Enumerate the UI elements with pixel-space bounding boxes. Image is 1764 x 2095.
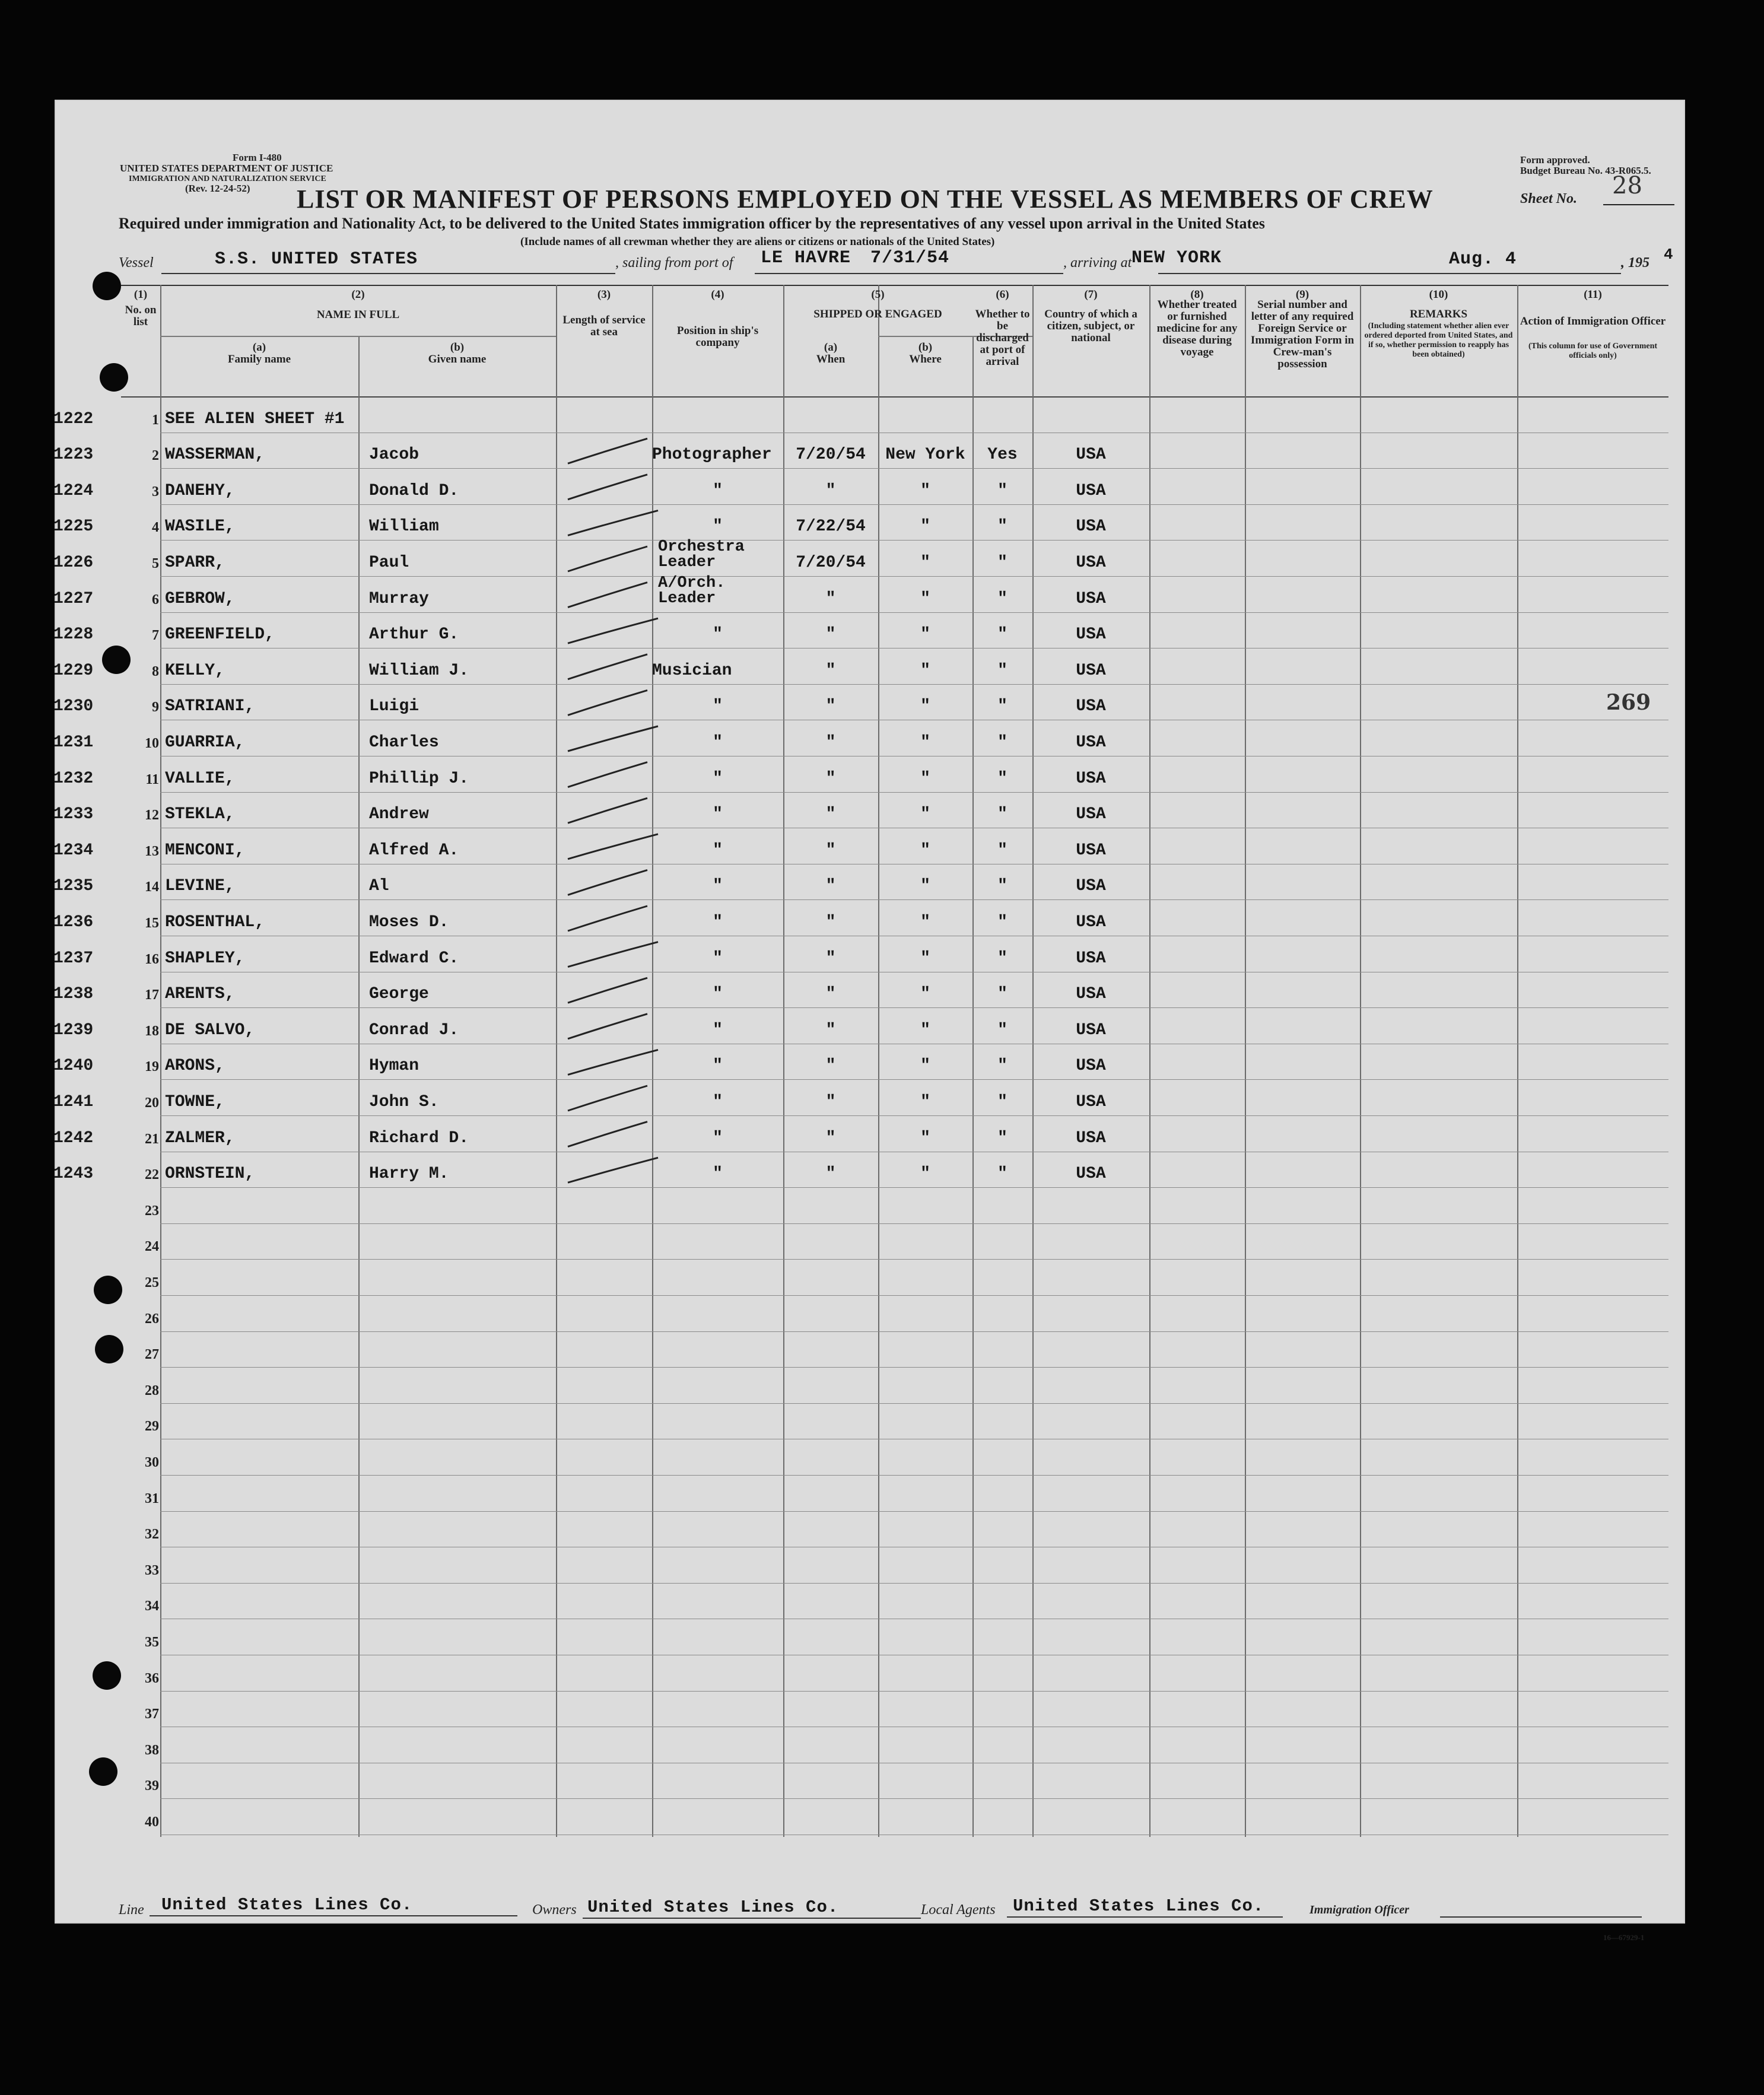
header-name-in-full-number: (2) xyxy=(351,288,365,301)
country: USA xyxy=(1076,697,1106,716)
discharged: " xyxy=(997,1021,1007,1039)
service-tick xyxy=(568,510,658,535)
crew-table xyxy=(55,100,1685,1924)
register-number: 1223 xyxy=(53,446,94,465)
discharged: " xyxy=(997,805,1007,824)
punch-hole xyxy=(89,1757,117,1786)
family-name: WASSERMAN, xyxy=(165,446,265,465)
register-number: 1233 xyxy=(53,805,94,824)
given-name: William xyxy=(369,517,439,536)
register-number: 1227 xyxy=(53,589,94,608)
discharged: " xyxy=(997,589,1007,608)
service-tick xyxy=(568,1050,658,1074)
service-tick xyxy=(568,690,647,715)
shipped-when: 7/22/54 xyxy=(796,517,866,536)
service-tick xyxy=(568,546,647,571)
register-number: 1226 xyxy=(53,554,94,572)
discharged: " xyxy=(997,1128,1007,1147)
country: USA xyxy=(1076,985,1106,1004)
position: " xyxy=(713,805,723,824)
given-name: Paul xyxy=(369,554,409,572)
position: " xyxy=(713,769,723,788)
given-name: Murray xyxy=(369,589,429,608)
service-tick xyxy=(568,1014,647,1039)
given-name: Jacob xyxy=(369,446,419,465)
position: " xyxy=(713,1128,723,1147)
shipped-when: " xyxy=(825,805,836,824)
discharged: " xyxy=(997,697,1007,716)
header-length-of-service: Length of service at sea xyxy=(562,314,646,338)
shipped-when: " xyxy=(825,625,836,644)
service-tick xyxy=(568,726,658,751)
family-name: GREENFIELD, xyxy=(165,625,275,644)
given-name: Alfred A. xyxy=(369,841,459,860)
shipped-where: " xyxy=(920,661,930,680)
line-number: 33 xyxy=(145,1562,159,1578)
arrival-port: NEW YORK xyxy=(1131,248,1222,268)
line-number: 21 xyxy=(145,1131,159,1147)
given-name: Conrad J. xyxy=(369,1021,459,1039)
register-number: 1240 xyxy=(53,1057,94,1076)
line-number: 32 xyxy=(145,1527,159,1543)
family-name: ROSENTHAL, xyxy=(165,913,265,932)
line-number: 24 xyxy=(145,1239,159,1255)
register-number: 1241 xyxy=(53,1093,94,1111)
country: USA xyxy=(1076,1021,1106,1039)
shipped-where: " xyxy=(920,697,930,716)
shipped-when: " xyxy=(825,985,836,1004)
shipped-where: " xyxy=(920,554,930,572)
line-number: 3 xyxy=(152,484,159,500)
position: " xyxy=(713,481,723,500)
line-number: 12 xyxy=(145,808,159,824)
officer-label: Immigration Officer xyxy=(1310,1903,1409,1916)
shipped-when: " xyxy=(825,913,836,932)
family-name: WASILE, xyxy=(165,517,235,536)
line-number: 36 xyxy=(145,1670,159,1686)
line-number: 39 xyxy=(145,1778,159,1794)
agents-label: Local Agents xyxy=(921,1902,996,1918)
line-number: 15 xyxy=(145,915,159,931)
position: " xyxy=(713,985,723,1004)
line-number: 5 xyxy=(152,556,159,571)
country: USA xyxy=(1076,517,1106,536)
header-discharged-number: (6) xyxy=(996,288,1009,301)
family-name: ARONS, xyxy=(165,1057,225,1076)
shipped-where: " xyxy=(920,1128,930,1147)
line-number: 20 xyxy=(145,1095,159,1111)
line-number: 4 xyxy=(152,520,159,536)
punch-hole xyxy=(95,1335,123,1363)
shipped-where: " xyxy=(920,841,930,860)
service-tick xyxy=(568,978,647,1003)
header-serial-number: Serial number and letter of any required Foreign Service or Immigration Form in Crew-man's possession xyxy=(1250,298,1355,370)
line-number: 26 xyxy=(145,1311,159,1327)
family-name: SEE ALIEN SHEET #1 xyxy=(165,409,345,428)
page-title: LIST OR MANIFEST OF PERSONS EMPLOYED ON THE VESSEL AS MEMBERS OF CREW xyxy=(297,185,1434,214)
header-shipped-or-engaged: SHIPPED OR ENGAGED xyxy=(813,308,942,320)
position: A/Orch. Leader xyxy=(658,574,726,608)
position: " xyxy=(713,697,723,716)
shipped-when: " xyxy=(825,481,836,500)
arrival-date: Aug. 4 xyxy=(1449,249,1517,269)
service-tick xyxy=(568,798,647,823)
shipped-when: " xyxy=(825,697,836,716)
country: USA xyxy=(1076,769,1106,788)
country: USA xyxy=(1076,589,1106,608)
year-suffix: 4 xyxy=(1664,246,1674,263)
header-position: Position in ship's company xyxy=(676,325,759,349)
departure-date: 7/31/54 xyxy=(870,248,950,268)
line-label: Line xyxy=(119,1902,144,1918)
line-number: 2 xyxy=(152,448,159,464)
header-shipped-or-engaged-number: (5) xyxy=(871,288,885,301)
header-family-name: (a) Family name xyxy=(227,341,291,365)
header-serial-number-number: (9) xyxy=(1295,288,1310,301)
header-length-of-service-number: (3) xyxy=(597,288,611,301)
shipped-where: " xyxy=(920,517,930,536)
header-treated-number: (8) xyxy=(1190,288,1204,301)
register-number: 1236 xyxy=(53,913,94,932)
shipped-when: " xyxy=(825,589,836,608)
country: USA xyxy=(1076,877,1106,896)
register-number: 1238 xyxy=(53,985,94,1004)
discharged: " xyxy=(997,769,1007,788)
register-number: 1231 xyxy=(53,733,94,752)
country: USA xyxy=(1076,1165,1106,1184)
header-shipped-when: (a) When xyxy=(816,341,846,365)
budget-number: Budget Bureau No. 43-R065.5. xyxy=(1520,165,1651,176)
line-number: 11 xyxy=(145,771,159,787)
header-name-in-full: NAME IN FULL xyxy=(316,309,400,321)
family-name: LEVINE, xyxy=(165,877,235,896)
given-name: John S. xyxy=(369,1093,439,1111)
service-tick xyxy=(568,1158,658,1182)
service-tick xyxy=(568,618,658,643)
service-tick xyxy=(568,906,647,931)
line-number: 22 xyxy=(145,1167,159,1183)
service-tick xyxy=(568,870,647,895)
discharged: " xyxy=(997,517,1007,536)
given-name: Harry M. xyxy=(369,1165,449,1184)
line-number: 10 xyxy=(145,736,159,751)
position: " xyxy=(713,1093,723,1111)
family-name: SHAPLEY, xyxy=(165,949,245,968)
given-name: Charles xyxy=(369,733,439,752)
print-code: 16—67929-1 xyxy=(1603,1933,1645,1942)
country: USA xyxy=(1076,1057,1106,1076)
discharged: " xyxy=(997,949,1007,968)
given-name: Phillip J. xyxy=(369,769,469,788)
shipped-when: " xyxy=(825,949,836,968)
subtitle: Required under immigration and Nationality Act, to be delivered to the United States immigration officer by the representatives of any vessel upon arrival in the United States xyxy=(119,215,1265,232)
family-name: DANEHY, xyxy=(165,481,235,500)
service-tick xyxy=(568,654,647,679)
discharged: " xyxy=(997,554,1007,572)
country: USA xyxy=(1076,554,1106,572)
given-name: George xyxy=(369,985,429,1004)
family-name: ARENTS, xyxy=(165,985,235,1004)
service-tick xyxy=(568,942,658,967)
register-number: 1237 xyxy=(53,949,94,968)
line-number: 13 xyxy=(145,843,159,859)
header-remarks-note: (Including statement whether alien ever ordered deported from United States, and if so, whether permission to reapply has been obtained) xyxy=(1364,322,1513,359)
service-tick xyxy=(568,834,658,859)
register-number: 1229 xyxy=(53,661,94,680)
shipped-where: " xyxy=(920,481,930,500)
sailing-label: , sailing from port of xyxy=(615,255,733,271)
position: Photographer xyxy=(652,446,772,465)
header-no-on-list: No. on list xyxy=(125,304,157,328)
shipped-where: " xyxy=(920,985,930,1004)
line-number: 14 xyxy=(145,879,159,895)
register-number: 1235 xyxy=(53,877,94,896)
punch-hole xyxy=(93,1661,121,1690)
service-tick xyxy=(568,762,647,787)
family-name: MENCONI, xyxy=(165,841,245,860)
service: IMMIGRATION AND NATURALIZATION SERVICE xyxy=(129,174,326,183)
line-number: 29 xyxy=(145,1419,159,1435)
shipped-where: New York xyxy=(885,446,965,465)
departure-port: LE HAVRE xyxy=(761,248,851,268)
service-tick xyxy=(568,438,647,463)
service-tick xyxy=(568,1122,647,1147)
owners-name: United States Lines Co. xyxy=(587,1897,839,1917)
line-name: United States Lines Co. xyxy=(161,1895,413,1915)
shipped-when: " xyxy=(825,733,836,752)
position: " xyxy=(713,733,723,752)
department: UNITED STATES DEPARTMENT OF JUSTICE xyxy=(120,163,333,174)
manifest-sheet xyxy=(53,100,1685,1942)
discharged: " xyxy=(997,877,1007,896)
country: USA xyxy=(1076,446,1106,465)
header-treated: Whether treated or furnished medicine for any disease during voyage xyxy=(1156,298,1238,358)
punch-hole xyxy=(102,646,131,674)
sheet-label: Sheet No. xyxy=(1520,191,1577,206)
discharged: " xyxy=(997,733,1007,752)
discharged: " xyxy=(997,841,1007,860)
register-number: 1242 xyxy=(53,1128,94,1147)
shipped-when: " xyxy=(825,769,836,788)
line-number: 31 xyxy=(145,1490,159,1506)
shipped-when: " xyxy=(825,1057,836,1076)
position: " xyxy=(713,949,723,968)
discharged: Yes xyxy=(987,446,1018,465)
position: " xyxy=(713,913,723,932)
line-number: 19 xyxy=(145,1059,159,1075)
position: " xyxy=(713,1165,723,1184)
vessel-name: S.S. UNITED STATES xyxy=(215,249,418,269)
family-name: SATRIANI, xyxy=(165,697,255,716)
line-number: 30 xyxy=(145,1455,159,1470)
shipped-where: " xyxy=(920,589,930,608)
header-immigration-officer-action: Action of Immigration Officer xyxy=(1520,315,1666,328)
given-name: Donald D. xyxy=(369,481,459,500)
line-number: 8 xyxy=(152,663,159,679)
family-name: ZALMER, xyxy=(165,1128,235,1147)
line-number: 16 xyxy=(145,951,159,967)
line-number: 17 xyxy=(145,987,159,1003)
country: USA xyxy=(1076,625,1106,644)
header-shipped-where: (b) Where xyxy=(909,341,942,365)
shipped-when: " xyxy=(825,841,836,860)
position: Musician xyxy=(652,661,732,680)
discharged: " xyxy=(997,1093,1007,1111)
register-number: 1228 xyxy=(53,625,94,644)
shipped-where: " xyxy=(920,769,930,788)
family-name: STEKLA, xyxy=(165,805,235,824)
discharged: " xyxy=(997,661,1007,680)
given-name: Arthur G. xyxy=(369,625,459,644)
position: " xyxy=(713,1057,723,1076)
register-number: 1230 xyxy=(53,697,94,716)
header-remarks: REMARKS xyxy=(1409,308,1468,320)
agents-name: United States Lines Co. xyxy=(1013,1896,1264,1916)
shipped-when: " xyxy=(825,1165,836,1184)
shipped-where: " xyxy=(920,1057,930,1076)
given-name: Luigi xyxy=(369,697,419,716)
header-remarks-number: (10) xyxy=(1429,288,1448,301)
header-officer-note: (This column for use of Government officials only) xyxy=(1528,342,1658,360)
service-tick xyxy=(568,475,647,500)
shipped-where: " xyxy=(920,805,930,824)
service-tick xyxy=(568,583,647,608)
shipped-where: " xyxy=(920,877,930,896)
given-name: Al xyxy=(369,877,389,896)
country: USA xyxy=(1076,1128,1106,1147)
line-number: 38 xyxy=(145,1742,159,1758)
service-tick xyxy=(568,1086,647,1111)
header-position-number: (4) xyxy=(711,288,724,301)
given-name: Hyman xyxy=(369,1057,419,1076)
position: " xyxy=(713,877,723,896)
revision: (Rev. 12-24-52) xyxy=(185,183,250,194)
country: USA xyxy=(1076,661,1106,680)
line-number: 18 xyxy=(145,1023,159,1039)
given-name: Moses D. xyxy=(369,913,449,932)
discharged: " xyxy=(997,1057,1007,1076)
position: " xyxy=(713,517,723,536)
country: USA xyxy=(1076,949,1106,968)
family-name: VALLIE, xyxy=(165,769,235,788)
country: USA xyxy=(1076,733,1106,752)
shipped-where: " xyxy=(920,1021,930,1039)
arriving-label: , arriving at xyxy=(1063,255,1132,271)
shipped-where: " xyxy=(920,733,930,752)
shipped-when: " xyxy=(825,1128,836,1147)
owners-label: Owners xyxy=(532,1902,577,1918)
shipped-when: 7/20/54 xyxy=(796,554,866,572)
shipped-when: 7/20/54 xyxy=(796,446,866,465)
register-number: 1224 xyxy=(53,481,94,500)
line-number: 9 xyxy=(152,700,159,716)
shipped-where: " xyxy=(920,1165,930,1184)
discharged: " xyxy=(997,481,1007,500)
line-number: 37 xyxy=(145,1706,159,1722)
line-number: 27 xyxy=(145,1347,159,1363)
service-tick-marks xyxy=(55,100,1685,1924)
punch-hole xyxy=(93,272,121,300)
family-name: KELLY, xyxy=(165,661,225,680)
register-number: 1225 xyxy=(53,517,94,536)
position: " xyxy=(713,625,723,644)
shipped-when: " xyxy=(825,1021,836,1039)
header-given-name: (b) Given name xyxy=(428,341,487,365)
form-approved: Form approved. xyxy=(1520,154,1590,166)
line-number: 34 xyxy=(145,1598,159,1614)
given-name: Edward C. xyxy=(369,949,459,968)
shipped-when: " xyxy=(825,1093,836,1111)
crew-note: (Include names of all crewman whether they are aliens or citizens or nationals of the United States) xyxy=(520,236,995,248)
punch-hole xyxy=(100,363,128,392)
given-name: William J. xyxy=(369,661,469,680)
country: USA xyxy=(1076,841,1106,860)
register-number: 1243 xyxy=(53,1165,94,1184)
header-country: Country of which a citizen, subject, or national xyxy=(1044,308,1137,344)
header-no-on-list-number: (1) xyxy=(134,288,148,301)
family-name: SPARR, xyxy=(165,554,225,572)
line-number: 25 xyxy=(145,1275,159,1290)
line-number: 35 xyxy=(145,1635,159,1650)
form-number: Form I-480 xyxy=(233,152,282,163)
register-number: 1232 xyxy=(53,769,94,788)
family-name: ORNSTEIN, xyxy=(165,1165,255,1184)
line-number: 40 xyxy=(145,1814,159,1830)
line-number: 7 xyxy=(152,628,159,644)
country: USA xyxy=(1076,913,1106,932)
shipped-where: " xyxy=(920,913,930,932)
discharged: " xyxy=(997,913,1007,932)
country: USA xyxy=(1076,481,1106,500)
line-number: 23 xyxy=(145,1203,159,1219)
family-name: DE SALVO, xyxy=(165,1021,255,1039)
position: Orchestra Leader xyxy=(658,538,745,571)
family-name: GUARRIA, xyxy=(165,733,245,752)
register-number: 1239 xyxy=(53,1021,94,1039)
sheet-number: 28 xyxy=(1612,172,1642,199)
discharged: " xyxy=(997,1165,1007,1184)
discharged: " xyxy=(997,985,1007,1004)
given-name: Andrew xyxy=(369,805,429,824)
family-name: GEBROW, xyxy=(165,589,235,608)
discharged: " xyxy=(997,625,1007,644)
header-discharged: Whether to be discharged at port of arrival xyxy=(975,308,1030,368)
header-immigration-officer-action-number: (11) xyxy=(1584,288,1602,301)
position: " xyxy=(713,1021,723,1039)
position: " xyxy=(713,841,723,860)
officer-annotation: 269 xyxy=(1606,689,1651,715)
shipped-where: " xyxy=(920,625,930,644)
country: USA xyxy=(1076,1093,1106,1111)
country: USA xyxy=(1076,805,1106,824)
vessel-label: Vessel xyxy=(119,255,154,271)
header-country-number: (7) xyxy=(1084,288,1098,301)
line-number: 1 xyxy=(152,412,159,428)
line-number: 6 xyxy=(152,592,159,608)
register-number: 1222 xyxy=(53,409,94,428)
shipped-when: " xyxy=(825,661,836,680)
given-name: Richard D. xyxy=(369,1128,469,1147)
line-number: 28 xyxy=(145,1382,159,1398)
register-number: 1234 xyxy=(53,841,94,860)
family-name: TOWNE, xyxy=(165,1093,225,1111)
year-prefix: , 195 xyxy=(1621,255,1649,271)
shipped-where: " xyxy=(920,1093,930,1111)
shipped-where: " xyxy=(920,949,930,968)
shipped-when: " xyxy=(825,877,836,896)
punch-hole xyxy=(94,1276,122,1304)
